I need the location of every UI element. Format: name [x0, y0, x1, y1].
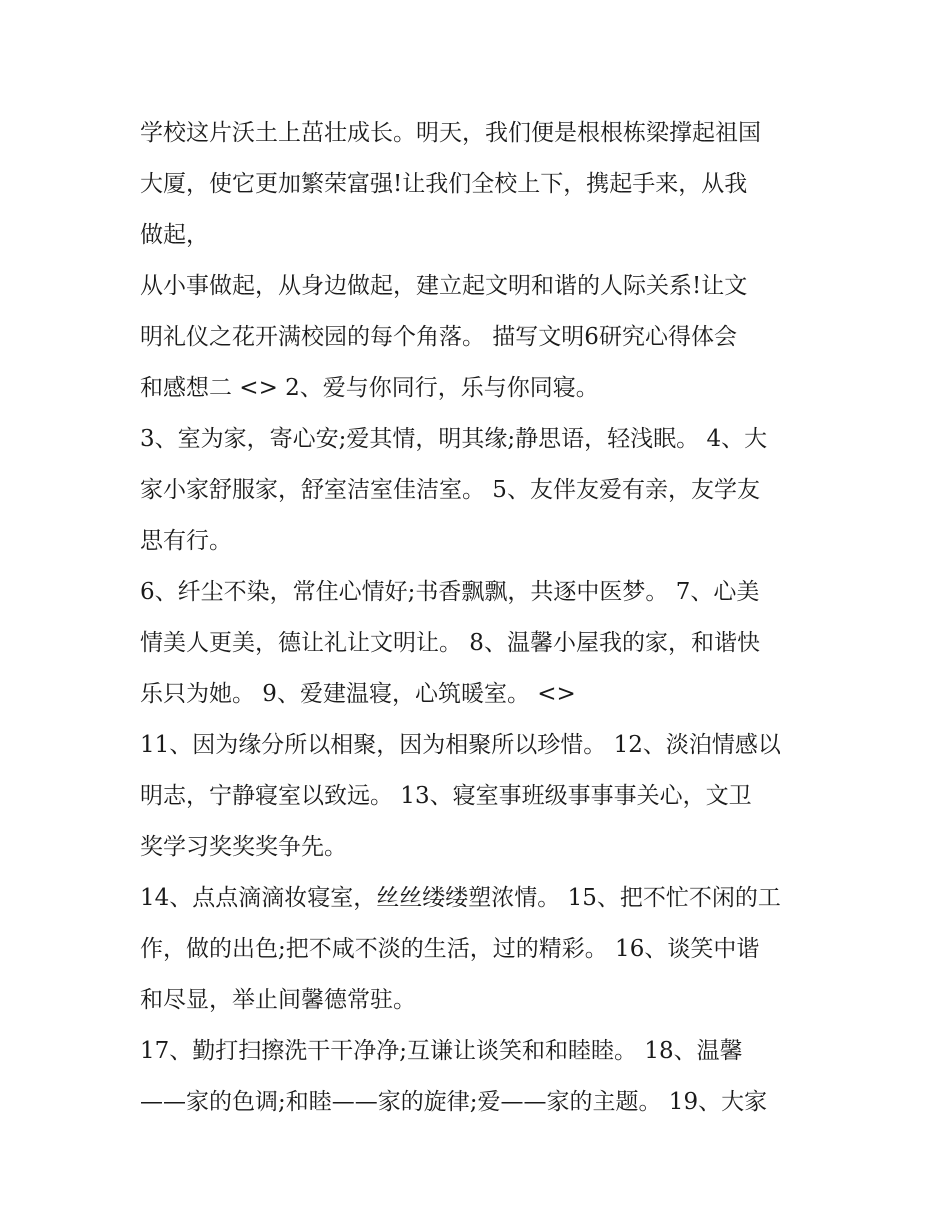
text-line: 奖学习奖奖奖争先。 [140, 834, 347, 860]
text-line: 乐只为她。 9、爱建温寝，心筑暖室。 <> [140, 681, 576, 707]
document-body [140, 108, 820, 1128]
text-line: 家小家舒服家，舒室洁室佳洁室。 5、友伴友爱有亲，友学友 [140, 477, 760, 503]
text-line: 思有行。 [140, 528, 232, 554]
text-line: 作，做的出色;把不咸不淡的生活，过的精彩。 16、谈笑中谐 [140, 936, 760, 962]
text-line: 6、纤尘不染，常住心情好;书香飘飘，共逐中医梦。 7、心美 [140, 579, 760, 605]
paragraph [140, 567, 820, 720]
paragraph [140, 261, 820, 414]
text-line: 情美人更美，德让礼让文明让。 8、温馨小屋我的家，和谐快 [140, 630, 760, 656]
paragraph [140, 720, 820, 873]
text-line: 学校这片沃土上茁壮成长。明天，我们便是根根栋梁撑起祖国 [140, 120, 761, 146]
text-line: 从小事做起，从身边做起，建立起文明和谐的人际关系!让文 [140, 273, 748, 299]
text-line: 和感想二 <> 2、爱与你同行，乐与你同寝。 [140, 375, 599, 401]
text-line: 14、点点滴滴妆寝室，丝丝缕缕塑浓情。 15、把不忙不闲的工 [140, 885, 781, 911]
text-line: 明志，宁静寝室以致远。 13、寝室事班级事事事关心，文卫 [140, 783, 752, 809]
paragraph [140, 1026, 820, 1128]
text-line: 3、室为家，寄心安;爱其情，明其缘;静思语，轻浅眠。 4、大 [140, 426, 768, 452]
text-line: 和尽显，举止间馨德常驻。 [140, 987, 416, 1013]
text-line: ——家的色调;和睦——家的旋律;爱——家的主题。 19、大家 [140, 1089, 768, 1115]
text-line: 做起， [140, 222, 209, 248]
text-line: 大厦，使它更加繁荣富强!让我们全校上下，携起手来，从我 [140, 171, 748, 197]
text-line: 11、因为缘分所以相聚，因为相聚所以珍惜。 12、淡泊情感以 [140, 732, 781, 758]
paragraph [140, 873, 820, 1026]
text-line: 明礼仪之花开满校园的每个角落。 描写文明6研究心得体会 [140, 324, 737, 350]
text-line: 17、勤打扫擦洗干干净净;互谦让谈笑和和睦睦。 18、温馨 [140, 1038, 743, 1064]
paragraph [140, 414, 820, 567]
paragraph [140, 108, 820, 261]
